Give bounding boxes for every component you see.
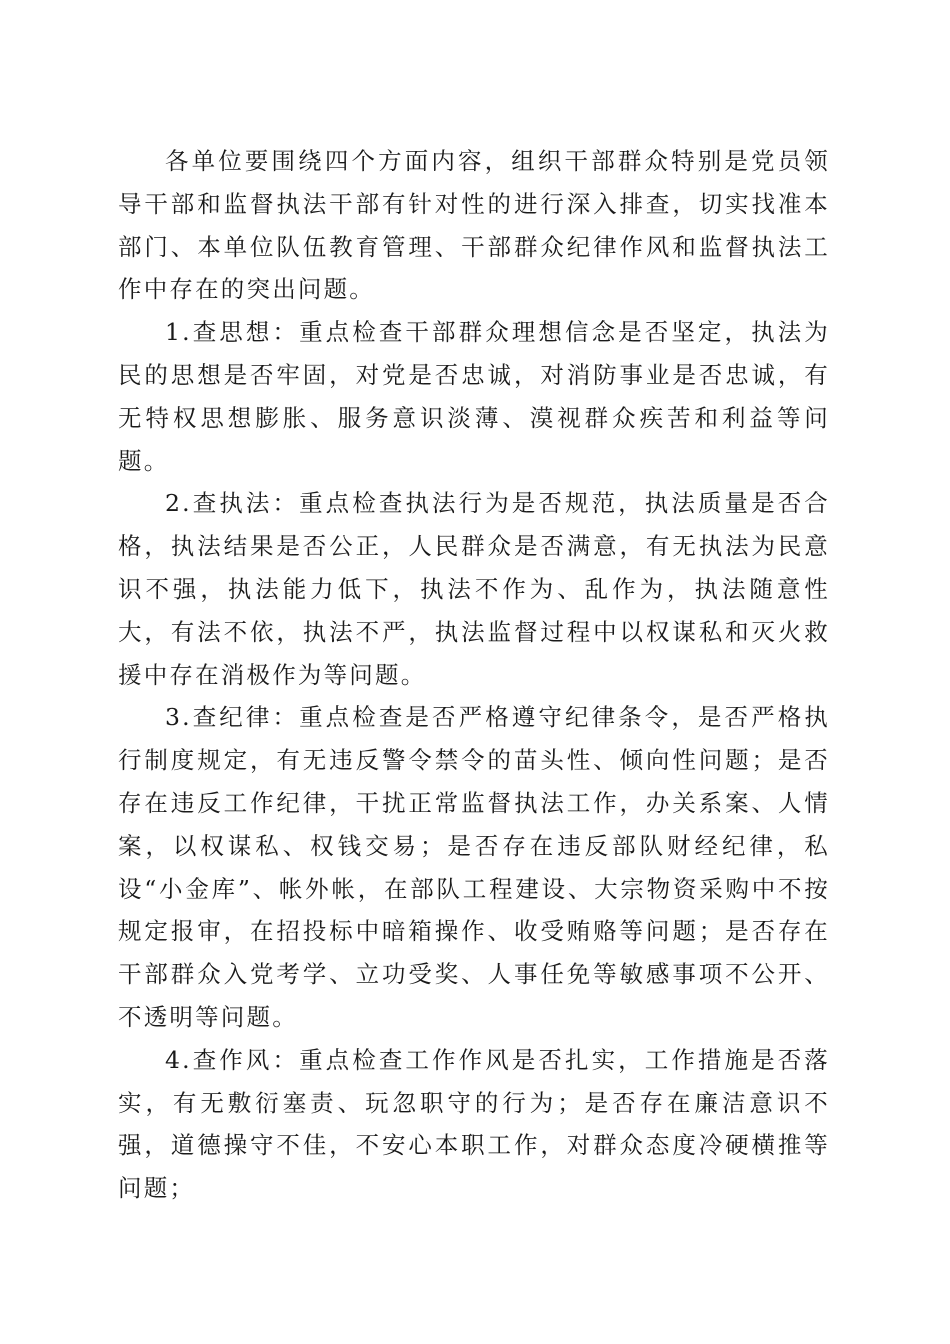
document-body xyxy=(118,140,830,1210)
paragraph-check-discipline: 3.查纪律：重点检查是否严格遵守纪律条令，是否严格执行制度规定，有无违反警令禁令的苗头性、倾向性问题；是否存在违反工作纪律，干扰正常监督执法工作，办关系案、人情案，以权谋私、权钱交易；是否存在违反部队财经纪律，私设“小金库”、帐外帐，在部队工程建设、大宗物资采购中不按规定报审，在招投标中暗箱操作、收受贿赂等问题；是否存在干部群众入党考学、立功受奖、人事任免等敏感事项不公开、不透明等问题。 xyxy=(118,703,830,1031)
paragraph-intro: 各单位要围绕四个方面内容，组织干部群众特别是党员领导干部和监督执法干部有针对性的进行深入排查，切实找准本部门、本单位队伍教育管理、干部群众纪律作风和监督执法工作中存在的突出问题。 xyxy=(118,147,830,304)
paragraph-check-thought: 1.查思想：重点检查干部群众理想信念是否坚定，执法为民的思想是否牢固，对党是否忠诚，对消防事业是否忠诚，有无特权思想膨胀、服务意识淡薄、漠视群众疾苦和利益等问题。 xyxy=(118,318,830,475)
paragraph-check-law-enforcement: 2.查执法：重点检查执法行为是否规范，执法质量是否合格，执法结果是否公正，人民群众是否满意，有无执法为民意识不强，执法能力低下，执法不作为、乱作为，执法随意性大，有法不依，执法不严，执法监督过程中以权谋私和灭火救援中存在消极作为等问题。 xyxy=(118,489,830,689)
paragraph-check-work-style: 4.查作风：重点检查工作作风是否扎实，工作措施是否落实，有无敷衍塞责、玩忽职守的行为；是否存在廉洁意识不强，道德操守不佳，不安心本职工作，对群众态度冷硬横推等问题； xyxy=(118,1045,830,1203)
